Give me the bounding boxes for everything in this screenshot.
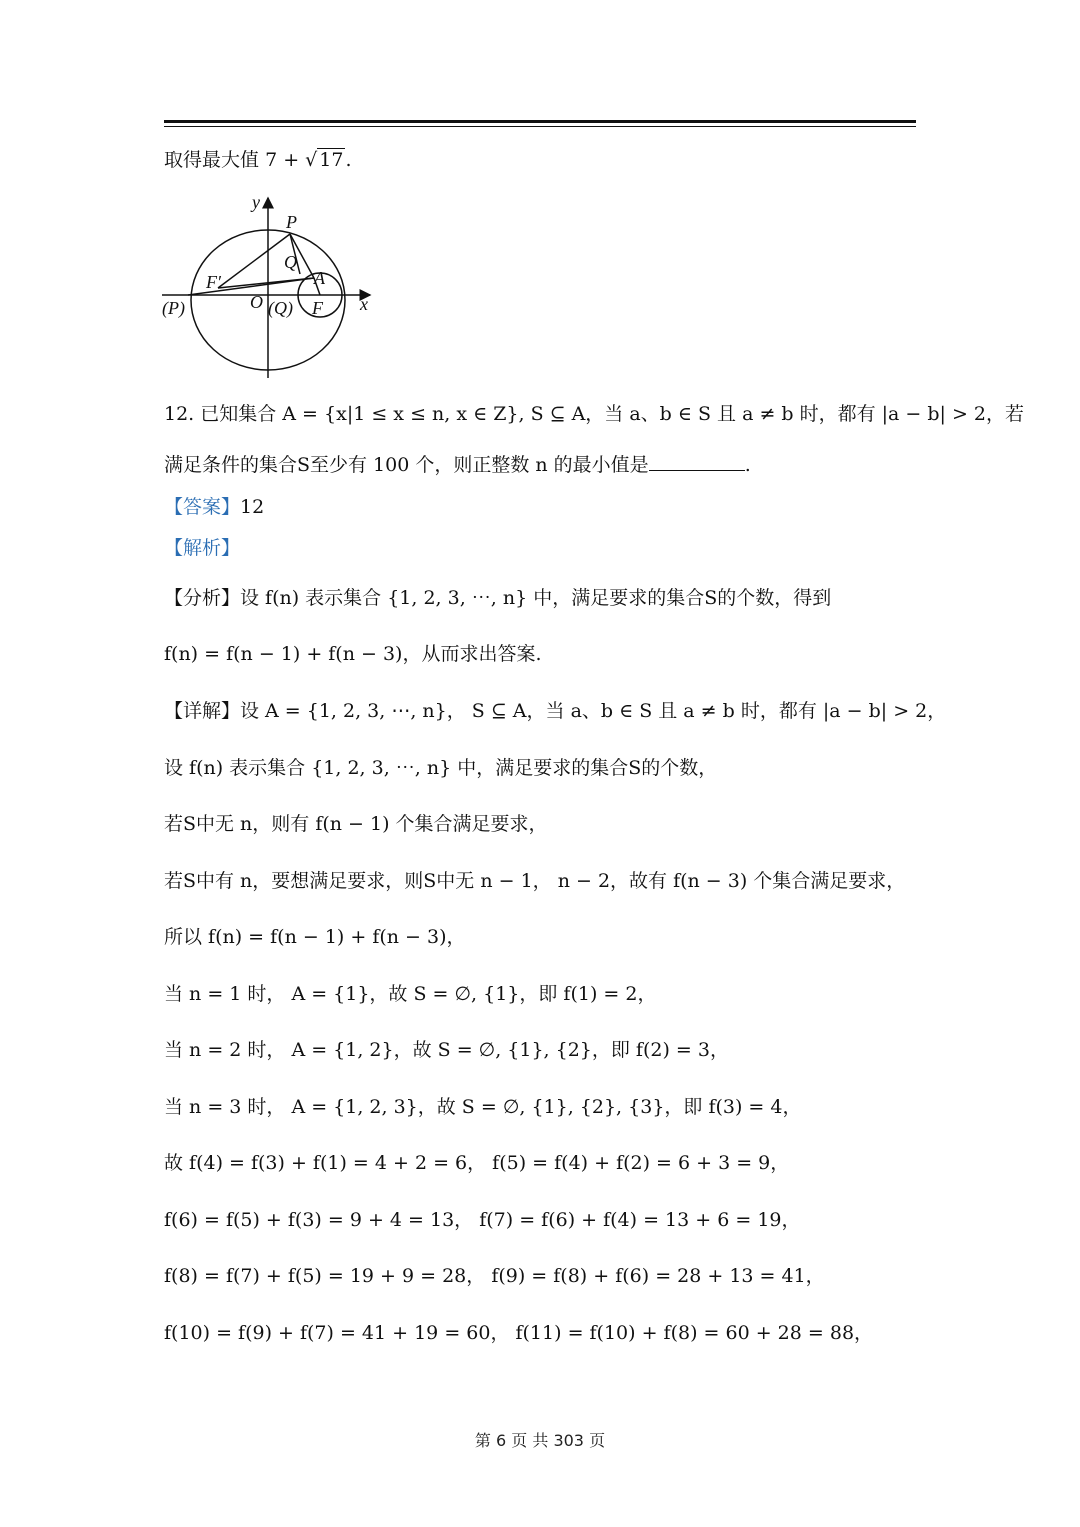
problem-line-2 [164,451,751,479]
ellipse-figure [160,190,380,380]
intro-prefix: 取得最大值 [164,149,260,171]
analysis-line-1: 【分析】设 f(n) 表示集合 {1, 2, 3, ⋯, n} 中，满足要求的集合S的个数，得到 [164,587,832,609]
analysis-heading: 【解析】 [164,537,241,559]
problem-line-1: 12. 已知集合 A = {x|1 ≤ x ≤ n, x ∈ Z}, S ⊆ A，当 a、b ∈ S 且 a ≠ b 时，都有 |a − b| > 2，若 [164,403,1025,425]
page-footer: 第 6 页 共 303 页 [474,1431,606,1450]
detail-line: 所以 f(n) = f(n − 1) + f(n − 3)， [164,926,466,948]
label-a: A [314,268,325,288]
header-rule-thick [164,120,916,123]
detail-line: f(10) = f(9) + f(7) = 41 + 19 = 60， f(11) = f(10) + f(8) = 60 + 28 = 88， [164,1322,874,1344]
detail-line: 若S中无 n，则有 f(n − 1) 个集合满足要求， [164,813,548,835]
label-f: F [312,298,323,318]
detail-line: f(8) = f(7) + f(5) = 19 + 9 = 28， f(9) = f(8) + f(6) = 28 + 13 = 41， [164,1265,825,1287]
detail-line: 当 n = 2 时， A = {1, 2}，故 S = ∅, {1}, {2}，即 f(2) = 3， [164,1039,729,1061]
intro-line [164,146,352,174]
detail-line: 若S中有 n，要想满足要求，则S中无 n − 1， n − 2，故有 f(n − 3) 个集合满足要求， [164,870,906,892]
label-y: y [252,192,260,212]
problem-line-2-text: 满足条件的集合S至少有 100 个，则正整数 n 的最小值是 [164,454,649,476]
intro-suffix: . [345,149,352,171]
answer-value: 12 [240,496,265,518]
detail-line: 当 n = 1 时， A = {1}，故 S = ∅, {1}，即 f(1) = 2， [164,983,657,1005]
detail-line: 设 f(n) 表示集合 {1, 2, 3, ⋯, n} 中，满足要求的集合S的个数， [164,757,718,779]
header-rule-thin [164,126,916,127]
label-p: P [286,212,297,232]
answer-label: 【答案】 [164,496,241,518]
problem-line-2-end: . [744,454,751,476]
answer-blank [649,452,745,471]
label-q: Q [284,252,297,272]
segment-p-fprime [218,234,290,288]
label-fprime: F′ [206,272,221,292]
detail-line: 当 n = 3 时， A = {1, 2, 3}，故 S = ∅, {1}, {2}, {3}，即 f(3) = 4， [164,1096,802,1118]
detail-line: f(6) = f(5) + f(3) = 9 + 4 = 13， f(7) = f(6) + f(4) = 13 + 6 = 19， [164,1209,801,1231]
intro-value: 7 + √ 17 [265,149,344,171]
detail-line: 故 f(4) = f(3) + f(1) = 4 + 2 = 6， f(5) = f(4) + f(2) = 6 + 3 = 9， [164,1152,790,1174]
label-p-paren: (P) [162,298,185,318]
detail-line: 【详解】设 A = {1, 2, 3, ⋯, n}， S ⊆ A，当 a、b ∈ S 且 a ≠ b 时，都有 |a − b| > 2， [164,700,947,722]
label-x: x [360,294,368,314]
answer-line [164,493,264,521]
label-q-paren: (Q) [268,298,293,318]
analysis-line-2: f(n) = f(n − 1) + f(n − 3)，从而求出答案. [164,643,542,665]
label-o: O [250,292,263,312]
